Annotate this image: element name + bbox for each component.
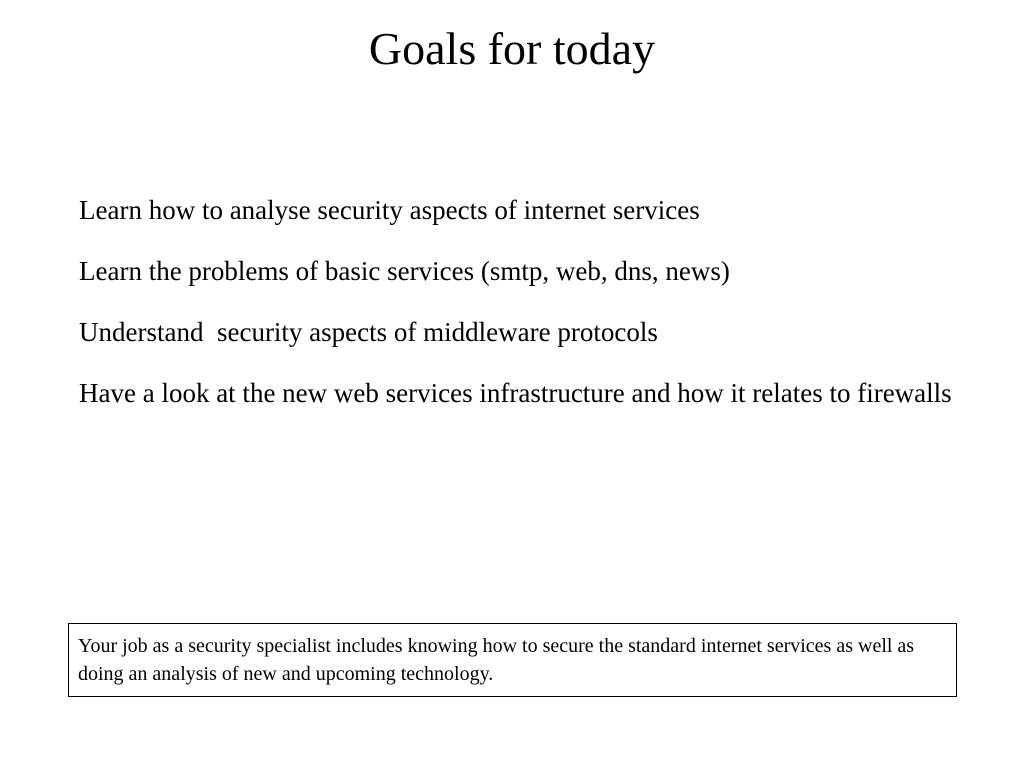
goal-item: Understand security aspects of middleware protocols [79,317,658,347]
note-box: Your job as a security specialist includes knowing how to secure the standard internet services as well as doing an analysis of new and upcoming technology. [68,623,957,697]
goals-list [79,194,959,438]
slide-title: Goals for today [368,23,656,74]
goal-item: Learn how to analyse security aspects of internet services [79,195,700,225]
goal-item: Learn the problems of basic services (smtp, web, dns, news) [79,256,730,286]
goal-item: Have a look at the new web services infrastructure and how it relates to firewalls [79,378,952,408]
